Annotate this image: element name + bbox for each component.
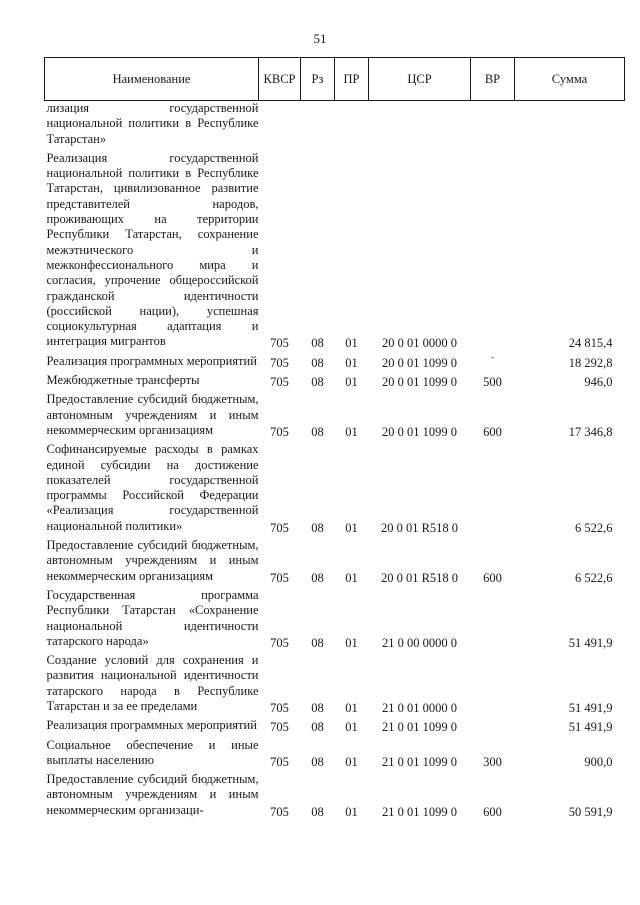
row-vr: 600 (483, 570, 502, 585)
row-kvsr: 705 (270, 700, 289, 715)
row-pr: 01 (345, 754, 358, 769)
row-sum: 6 522,6 (575, 570, 613, 585)
row-csr: 21 0 01 1099 0 (382, 754, 457, 769)
table-row (45, 371, 625, 390)
row-name: Реализация программных мероприятий (46, 718, 257, 733)
row-name: лизация государственной национальной политики в Республике Татарстан» (46, 101, 259, 146)
row-pr: 01 (345, 570, 358, 585)
row-kvsr: 705 (270, 424, 289, 439)
row-rz: 08 (311, 754, 324, 769)
row-name: Государственная программа Республики Татарстан «Сохранение национальной идентичности татарского народа» (46, 587, 259, 648)
row-kvsr: 705 (270, 635, 289, 650)
row-kvsr: 705 (270, 720, 289, 735)
row-kvsr: 705 (270, 375, 289, 390)
row-csr: 20 0 01 1099 0 (382, 424, 457, 439)
row-kvsr: 705 (270, 520, 289, 535)
row-sum: 900,0 (584, 754, 613, 769)
row-rz: 08 (311, 424, 324, 439)
row-vr (471, 651, 515, 716)
row-pr: 01 (345, 804, 358, 819)
row-rz: 08 (311, 635, 324, 650)
row-kvsr: 705 (270, 804, 289, 819)
row-rz: 08 (311, 570, 324, 585)
page-number: 51 (313, 31, 327, 46)
header-sum: Сумма (515, 58, 625, 101)
row-kvsr: 705 (270, 336, 289, 351)
table-row (45, 440, 625, 536)
row-rz: 08 (311, 700, 324, 715)
row-rz: 08 (311, 355, 324, 370)
row-vr (471, 149, 515, 352)
row-sum: 24 815,4 (568, 336, 613, 351)
table-row (45, 149, 625, 352)
row-vr: 600 (483, 804, 502, 819)
row-csr: 20 0 01 1099 0 (382, 375, 457, 390)
table-row (45, 101, 625, 149)
row-pr: 01 (345, 635, 358, 650)
row-pr: 01 (345, 355, 358, 370)
header-vr: ВР (471, 58, 515, 101)
row-sum: 51 491,9 (568, 635, 613, 650)
row-rz: 08 (311, 336, 324, 351)
budget-table (44, 57, 625, 820)
row-name: Реализация программных мероприятий (46, 353, 257, 368)
row-vr: - (491, 351, 494, 362)
row-csr: 20 0 01 1099 0 (382, 355, 457, 370)
row-name: Предоставление субсидий бюджетным, автономным учреждениям и иным некоммерческим организациям (46, 392, 259, 437)
row-vr: 600 (483, 424, 502, 439)
table-header-row (45, 58, 625, 101)
row-rz: 08 (311, 804, 324, 819)
row-sum: 51 491,9 (568, 700, 613, 715)
row-rz (301, 101, 335, 149)
row-pr: 01 (345, 336, 358, 351)
row-kvsr: 705 (270, 570, 289, 585)
row-sum (515, 101, 625, 149)
row-pr (335, 101, 369, 149)
header-name: Наименование (45, 58, 259, 101)
row-rz: 08 (311, 375, 324, 390)
row-pr: 01 (345, 720, 358, 735)
row-csr: 21 0 01 1099 0 (382, 720, 457, 735)
row-rz: 08 (311, 520, 324, 535)
row-pr: 01 (345, 520, 358, 535)
row-csr: 20 0 01 R518 0 (380, 520, 459, 535)
table-row (45, 352, 625, 371)
row-name: Социальное обеспечение и иные выплаты населению (46, 737, 259, 767)
row-sum: 18 292,8 (568, 355, 613, 370)
table-row (45, 390, 625, 440)
header-kvsr: КВСР (259, 58, 301, 101)
table-row (45, 770, 625, 820)
row-pr: 01 (345, 424, 358, 439)
header-rz: Рз (301, 58, 335, 101)
row-name: Софинансируемые расходы в рамках единой субсидии на достижение показателей государственной программы Российской Федерации «Реализация государственной национальной политики» (46, 442, 259, 533)
row-sum: 6 522,6 (575, 520, 613, 535)
row-csr (369, 101, 471, 149)
table-row (45, 736, 625, 771)
row-name: Реализация государственной национальной политики в Республике Татарстан, цивилизованное развитие представителей народов, проживающих на территории Республики Татарстан, сохранение межэтнического и межконфессионального мира и согласия, упрочение общероссийской гражданской идентичности (российской нации), успешная социокультурная адаптация и интеграция мигрантов (46, 150, 259, 349)
row-sum: 17 346,8 (568, 424, 613, 439)
row-pr: 01 (345, 375, 358, 390)
row-vr (471, 716, 515, 735)
row-vr: 500 (483, 375, 502, 390)
row-csr: 20 0 01 R518 0 (380, 570, 459, 585)
row-kvsr: 705 (270, 355, 289, 370)
row-csr: 20 0 01 0000 0 (382, 336, 457, 351)
table-row (45, 536, 625, 586)
row-kvsr: 705 (270, 754, 289, 769)
row-kvsr (259, 101, 301, 149)
header-csr: ЦСР (369, 58, 471, 101)
row-csr: 21 0 01 0000 0 (382, 700, 457, 715)
table-row (45, 586, 625, 651)
row-pr: 01 (345, 700, 358, 715)
header-pr: ПР (335, 58, 369, 101)
row-name: Предоставление субсидий бюджетным, автономным учреждениям и иным некоммерческим организациям (46, 538, 259, 583)
row-vr (471, 440, 515, 536)
table-row (45, 716, 625, 735)
row-rz: 08 (311, 720, 324, 735)
row-name: Межбюджетные трансферты (46, 373, 200, 388)
row-sum: 51 491,9 (568, 720, 613, 735)
row-vr (471, 101, 515, 149)
row-name: Создание условий для сохранения и развития национальной идентичности татарского народа в Республике Татарстан и за ее пределами (46, 653, 259, 713)
row-vr (471, 586, 515, 651)
row-csr: 21 0 00 0000 0 (382, 635, 457, 650)
row-sum: 50 591,9 (568, 804, 613, 819)
row-vr: 300 (483, 754, 502, 769)
row-csr: 21 0 01 1099 0 (382, 804, 457, 819)
row-name: Предоставление субсидий бюджетным, автономным учреждениям и иным некоммерческим организаци- (46, 772, 259, 817)
table-row (45, 651, 625, 716)
row-sum: 946,0 (584, 375, 613, 390)
